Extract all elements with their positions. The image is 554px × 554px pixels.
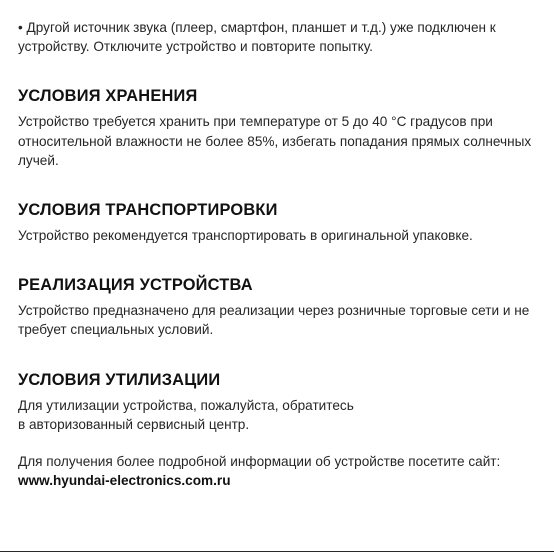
storage-section xyxy=(18,86,538,170)
intro-text-part2: Отключите устройство и повторите попытку. xyxy=(93,39,373,55)
intro-paragraph xyxy=(18,18,538,56)
disposal-heading: УСЛОВИЯ УТИЛИЗАЦИИ xyxy=(18,370,221,389)
more-info-paragraph xyxy=(18,452,538,490)
document-page xyxy=(18,18,538,490)
sales-heading: РЕАЛИЗАЦИЯ УСТРОЙСТВА xyxy=(18,276,253,295)
disposal-section xyxy=(18,370,538,434)
storage-text: Устройство требуется хранить при температуре от 5 до 40 °С градусов при относительной влажности не более 85%, избегать попадания прямых солнечных лучей. xyxy=(18,114,532,168)
storage-heading: УСЛОВИЯ ХРАНЕНИЯ xyxy=(18,87,198,106)
disposal-text xyxy=(18,396,538,434)
disposal-text-line1: Для утилизации устройства, пожалуйста, обратитесь xyxy=(18,397,354,413)
more-info-text: Для получения более подробной информации об устройстве посетите сайт: xyxy=(18,454,501,470)
website-link[interactable]: www.hyundai-electronics.com.ru xyxy=(18,473,231,489)
bullet-mark: • xyxy=(18,20,23,35)
transport-section xyxy=(18,200,538,245)
intro-text-part1: Другой источник звука (плеер, смартфон, планшет и т.д.) уже подключен к устройству. xyxy=(18,20,496,55)
sales-text: Устройство предназначено для реализации через розничные торговые сети и не требует специальных условий. xyxy=(18,303,530,338)
transport-heading: УСЛОВИЯ ТРАНСПОРТИРОВКИ xyxy=(18,201,278,220)
sales-section xyxy=(18,275,538,339)
bottom-divider xyxy=(0,551,554,552)
transport-text: Устройство рекомендуется транспортировать в оригинальной упаковке. xyxy=(18,228,473,244)
disposal-text-line2: в авторизованный сервисный центр. xyxy=(18,416,250,432)
